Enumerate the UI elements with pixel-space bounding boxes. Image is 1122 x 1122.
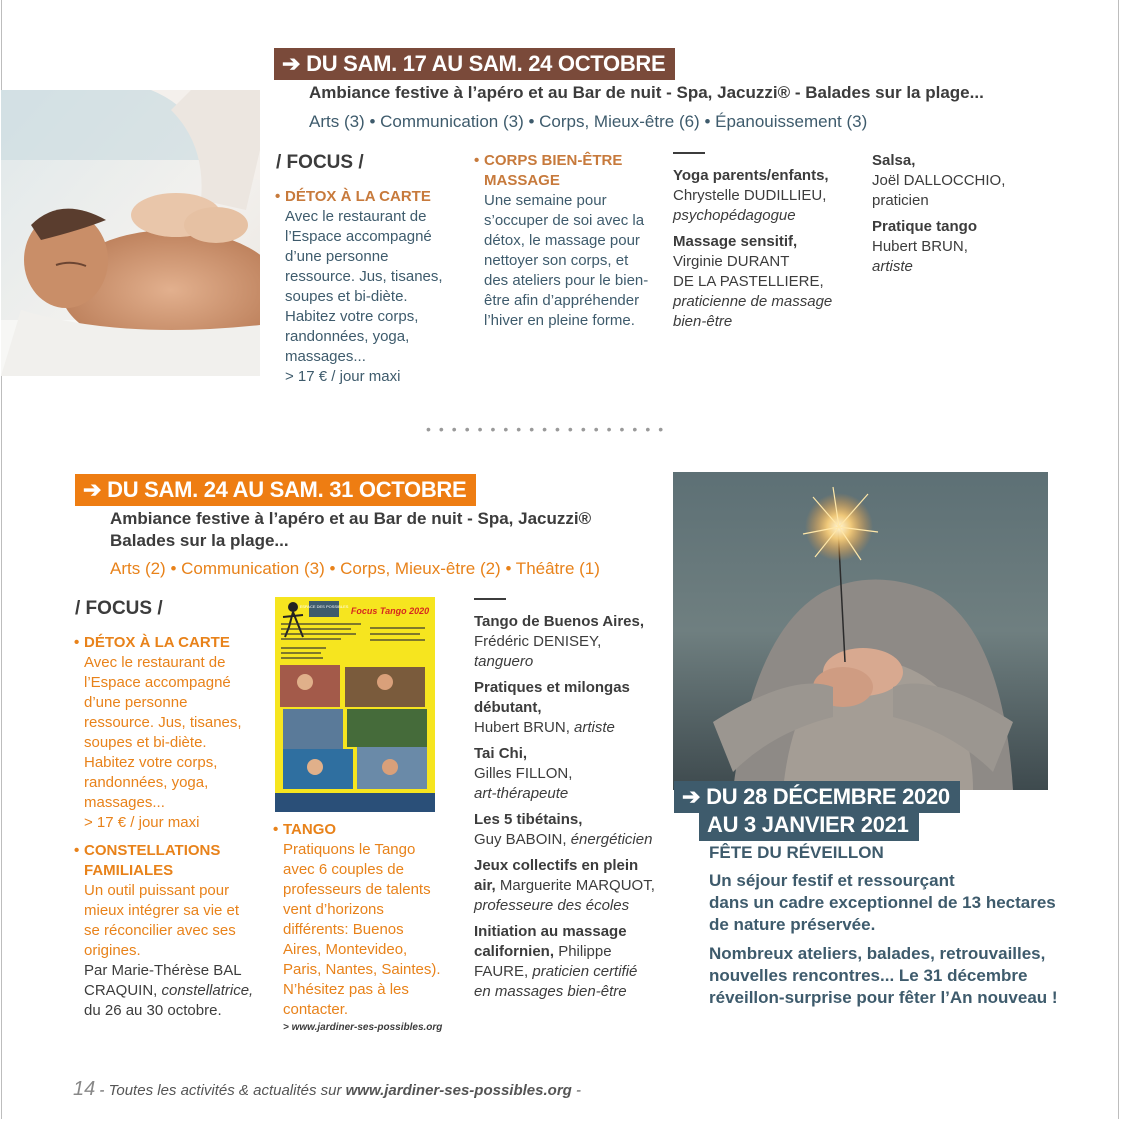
tango-poster-image [275, 597, 435, 812]
detox-title: • DÉTOX À LA CARTE [275, 188, 431, 205]
column-rule [474, 598, 506, 600]
arrow-right-icon: ➔ [282, 51, 301, 76]
section2-tango [273, 820, 463, 1033]
section2-col3: Tango de Buenos Aires, Frédéric DENISEY, tanguero Pratiques et milongas débutant, Hubert BRUN, artiste Tai Chi, Gilles FILLON, art-thérapeute Les 5 tibétains, Guy BABOIN, énergéticien Jeux collectifs en plein air, Marguerite MARQUOT, professeure des écoles Initiation au massage californien, Philippe FAURE, praticien certifié en massages bien-être [474, 613, 655, 1000]
section1-col3: Yoga parents/enfants, Chrystelle DUDILLIEU, psychopédagogue Massage sensitif, Virginie DURANT DE LA PASTELLIERE, praticienne de massage bien-être [673, 167, 833, 330]
footer [73, 1078, 581, 1101]
footer-end: - [571, 1082, 581, 1099]
detox-text: Avec le restaurant de l’Espace accompagné d’une personne ressource. Jus, tisanes, soupes et bi-diète. Habitez votre corps, randonnées, yoga, massages... > 17 € / jour maxi [285, 208, 443, 385]
constellations-title-line2: FAMILIALES [84, 862, 174, 879]
constellations-title: • CONSTELLATIONS [74, 842, 221, 859]
dotted-separator: ••••••••••••••••••• [426, 421, 672, 437]
footer-website-link[interactable]: www.jardiner-ses-possibles.org [345, 1082, 572, 1099]
tango-title: • TANGO [273, 821, 337, 838]
corps-title-line2: MASSAGE [484, 172, 560, 189]
section1-date-band [274, 48, 675, 80]
sparkler-photo [673, 472, 1048, 790]
page-number: 14 [73, 1078, 96, 1100]
section1-col4: Salsa, Joël DALLOCCHIO, praticien Pratique tango Hubert BRUN, artiste [872, 152, 1006, 275]
section2-detox [74, 633, 259, 1021]
section3-date-end: AU 3 JANVIER 2021 [707, 812, 909, 837]
poster-title: Focus Tango 2020 [350, 606, 430, 616]
section3-date-band-2 [699, 809, 919, 841]
detox-title: • DÉTOX À LA CARTE [74, 634, 230, 651]
section1-detox [275, 187, 455, 387]
section2-categories: Arts (2) • Communication (3) • Corps, Mieux-être (2) • Théâtre (1) [110, 559, 600, 578]
section1-categories: Arts (3) • Communication (3) • Corps, Mieux-être (6) • Épanouissement (3) [309, 112, 868, 131]
column-rule [673, 152, 705, 154]
corps-text: Une semaine pour s’occuper de soi avec la détox, le massage pour nettoyer son corps, et des ateliers pour le bien- être afin d’appréhender l’hiver en pleine forme. [484, 192, 649, 329]
massage-photo [1, 90, 260, 376]
tango-text: Pratiquons le Tango avec 6 couples de professeurs de talents vent d’horizons différents: Buenos Aires, Montevideo, Paris, Nantes, Saintes). N’hésitez pas à les contacter. [283, 841, 441, 1018]
tango-website-link[interactable]: > www.jardiner-ses-possibles.org [283, 1022, 443, 1033]
section1-corps [474, 151, 664, 331]
section3-paragraph-1: Un séjour festif et ressourçant dans un cadre exceptionnel de 13 hectares de nature préservée. [709, 871, 1056, 934]
section1-date: DU SAM. 17 AU SAM. 24 OCTOBRE [306, 51, 666, 76]
section2-date: DU SAM. 24 AU SAM. 31 OCTOBRE [107, 477, 467, 502]
section1-focus-heading: / FOCUS / [276, 152, 364, 173]
constellations-text: Un outil puissant pour mieux intégrer sa vie et se réconcilier avec ses origines. [84, 882, 240, 959]
section3-title: FÊTE DU RÉVEILLON [709, 843, 884, 862]
constellations-credit: Par Marie-Thérèse BAL CRAQUIN, constellatrice, du 26 au 30 octobre. [84, 962, 254, 1019]
section3-date-start: DU 28 DÉCEMBRE 2020 [706, 784, 950, 809]
section3-paragraph-2: Nombreux ateliers, balades, retrouvailles, nouvelles rencontres... Le 31 décembre réveillon-surprise pour fêter l’An nouveau ! [709, 944, 1058, 1007]
section2-date-band [75, 474, 476, 506]
section2-focus-heading: / FOCUS / [75, 598, 163, 619]
corps-title: • CORPS BIEN-ÊTRE [474, 152, 623, 169]
poster-brand: ESPACE DES POSSIBLES [299, 604, 349, 609]
detox-text: Avec le restaurant de l’Espace accompagné d’une personne ressource. Jus, tisanes, soupes et bi-diète. Habitez votre corps, randonnées, yoga, massages... > 17 € / jour maxi [84, 654, 242, 831]
section2-intro: Ambiance festive à l’apéro et au Bar de nuit - Spa, Jacuzzi® Balades sur la plage... [110, 509, 592, 550]
arrow-right-icon: ➔ [682, 784, 701, 809]
footer-text: - Toutes les activités & actualités sur [99, 1082, 346, 1099]
section1-intro: Ambiance festive à l’apéro et au Bar de nuit - Spa, Jacuzzi® - Balades sur la plage... [309, 83, 984, 102]
arrow-right-icon: ➔ [83, 477, 102, 502]
